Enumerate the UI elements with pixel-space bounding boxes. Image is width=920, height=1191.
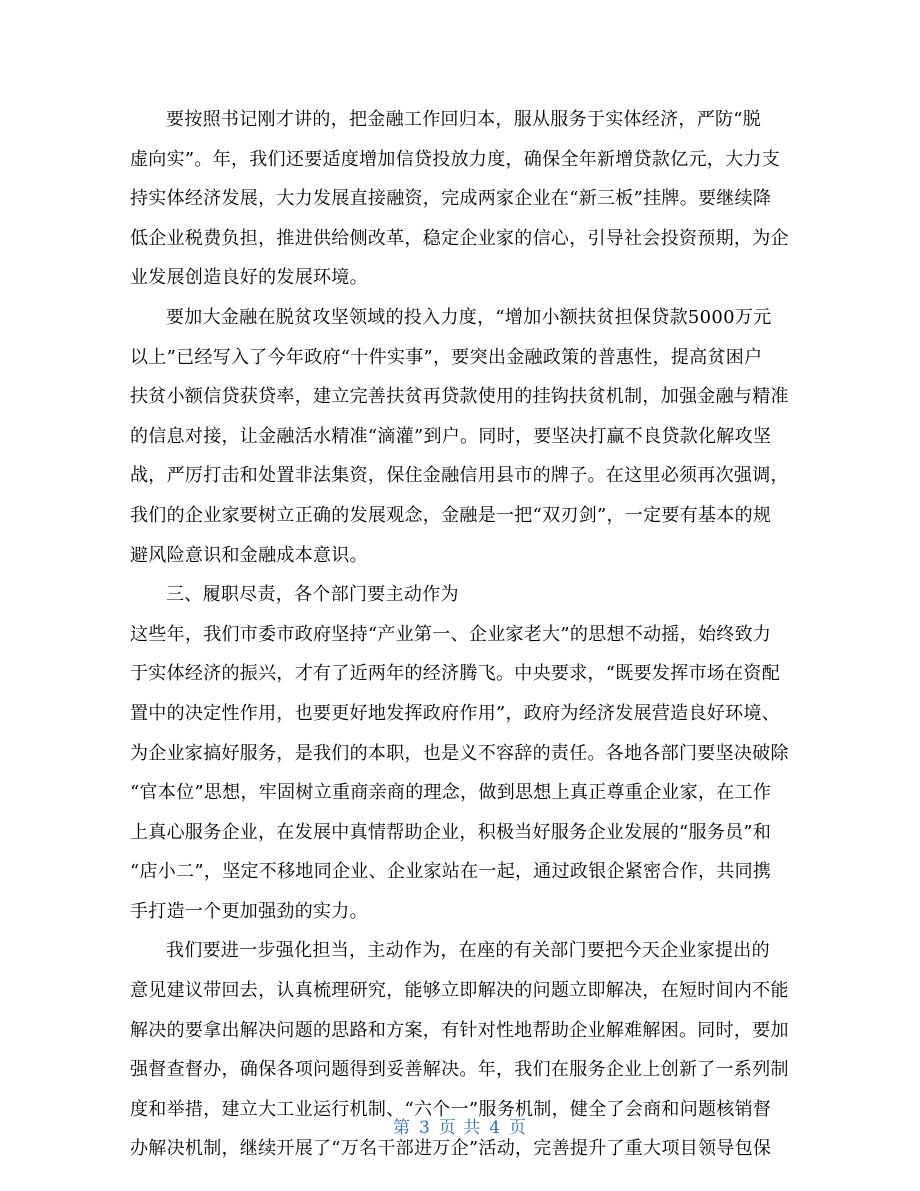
text-line: 我们要进一步强化担当，主动作为，在座的有关部门要把今天企业家提出的 <box>166 940 770 962</box>
paragraph <box>130 615 792 932</box>
text-line: 这些年，我们市委市政府坚持“产业第一、企业家老大”的思想不动摇，始终致力 <box>130 623 772 645</box>
page-number-total: 4 <box>489 1118 502 1138</box>
paragraph <box>130 298 792 575</box>
text-line: 虚向实”。年，我们还要适度增加信贷投放力度，确保全年新增贷款亿元，大力支 <box>130 148 780 170</box>
text-line: 上真心服务企业，在发展中真情帮助企业，积极当好服务企业发展的“服务员”和 <box>130 821 772 843</box>
text-line: 业发展创造良好的发展环境。 <box>130 267 368 289</box>
text-line: 以上”已经写入了今年政府“十件实事”，要突出金融政策的普惠性，提高贫困户 <box>130 346 763 368</box>
text-line: 为企业家搞好服务，是我们的本职，也是义不容辞的责任。各地各部门要坚决破除 <box>130 742 789 764</box>
page-footer-middle: 页 共 <box>438 1118 482 1138</box>
document-body <box>130 100 792 1169</box>
section-heading <box>130 575 792 615</box>
text-line: 的信息对接，让金融活水精准“滴灌”到户。同时，要坚决打赢不良贷款化解攻坚 <box>130 425 772 447</box>
text-line: 手打造一个更加强劲的实力。 <box>130 900 368 922</box>
page-footer <box>0 1113 920 1138</box>
text-line: 战，严厉打击和处置非法集资，保住金融信用县市的牌子。在这里必须再次强调， <box>130 465 789 487</box>
text-line: 扶贫小额信贷获贷率，建立完善扶贫再贷款使用的挂钩扶贫机制，加强金融与精准 <box>130 386 789 408</box>
text-line: 要按照书记刚才讲的，把金融工作回归本，服从服务于实体经济，严防“脱 <box>166 109 762 130</box>
text-line: 强督查督办，确保各项问题得到妥善解决。年，我们在服务企业上创新了一系列制 <box>130 1059 789 1081</box>
text-line: 度和举措，建立大工业运行机制、“六个一”服务机制，健全了会商和问题核销督 <box>130 1098 772 1120</box>
text-line: 于实体经济的振兴，才有了近两年的经济腾飞。中央要求，“既要发挥市场在资配 <box>130 663 780 685</box>
text-line: 置中的决定性作用，也要更好地发挥政府作用”，政府为经济发展营造良好环境、 <box>130 702 780 724</box>
page-footer-prefix: 第 <box>392 1118 411 1138</box>
page-number-current: 3 <box>418 1118 431 1138</box>
page-footer-suffix: 页 <box>509 1118 528 1138</box>
text-line: 避风险意识和金融成本意识。 <box>130 544 368 566</box>
text-line: 办解决机制，继续开展了“万名干部进万企”活动，完善提升了重大项目领导包保 <box>130 1138 772 1160</box>
text-line: 持实体经济发展，大力发展直接融资，完成两家企业在“新三板”挂牌。要继续降 <box>130 188 772 210</box>
text-line: 我们的企业家要树立正确的发展观念，金融是一把“双刃剑”，一定要有基本的规 <box>130 504 772 526</box>
text-line: 低企业税费负担，推进供给侧改革，稳定企业家的信心，引导社会投资预期，为企 <box>130 227 789 249</box>
section-heading-text: 三、履职尽责，各个部门要主动作为 <box>166 584 459 606</box>
text-line: 意见建议带回去，认真梳理研究，能够立即解决的问题立即解决，在短时间内不能 <box>130 980 789 1002</box>
text-line: “官本位”思想，牢固树立重商亲商的理念，做到思想上真正尊重企业家，在工作 <box>130 782 772 804</box>
text-line: 要加大金融在脱贫攻坚领域的投入力度，“增加小额扶贫担保贷款5000万元 <box>166 306 772 328</box>
text-line: “店小二”，坚定不移地同企业、企业家站在一起，通过政银企紧密合作，共同携 <box>130 861 772 883</box>
paragraph <box>130 100 792 298</box>
text-line: 解决的要拿出解决问题的思路和方案，有针对性地帮助企业解难解困。同时，要加 <box>130 1019 789 1041</box>
